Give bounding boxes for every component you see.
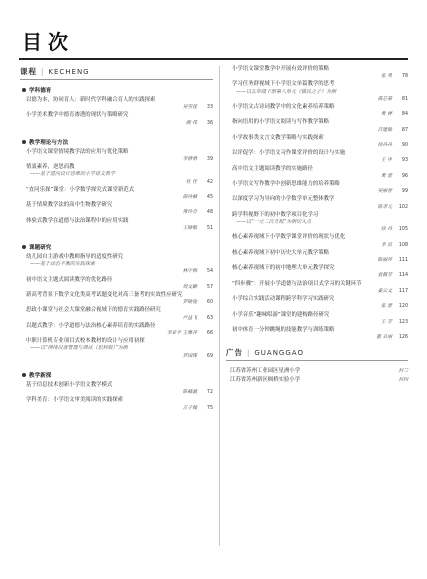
entry-author: 罗晓俊 [182, 300, 197, 306]
toc-entry[interactable] [226, 250, 408, 264]
entry-page: 78 [401, 74, 408, 80]
entry-subtitle: ——以“一元二次方程”为例切入点 [236, 219, 312, 226]
ad-section-title-en: GUANGGAO [254, 348, 304, 357]
toc-entry[interactable] [226, 234, 408, 248]
toc-entry[interactable] [226, 281, 408, 295]
entry-meta [20, 268, 213, 275]
entry-author: 徐 丹 [380, 227, 392, 233]
entry-author: 邵丹楠 [182, 195, 197, 201]
entry-page: 99 [401, 189, 408, 195]
toc-entry[interactable] [20, 307, 213, 321]
toc-entry[interactable] [20, 292, 213, 306]
ad-title: 江苏省苏州工业园区星洲小学 [230, 368, 301, 375]
entry-page: 123 [398, 319, 408, 325]
entry-author: 黄 蕾 [380, 173, 392, 179]
entry-meta [20, 209, 213, 216]
entry-page: 93 [401, 158, 408, 164]
entry-page: 39 [206, 157, 213, 163]
toc-entry[interactable] [20, 338, 213, 360]
entry-author: 吕建敏 [377, 127, 392, 133]
entry-title: 小学语文古诗词教学中的文化素养培养策略 [232, 104, 335, 111]
entry-meta [226, 242, 408, 249]
entry-meta [226, 142, 408, 149]
toc-entry[interactable] [20, 202, 213, 216]
entry-author: 袁佩芳 [377, 273, 392, 279]
category-heading [22, 138, 213, 146]
ad-page: 封四 [398, 378, 408, 384]
bullet-icon [22, 88, 26, 92]
entry-meta [20, 120, 213, 127]
entry-title: 初中体育一分钟跳绳的技能教学与训练策略 [232, 326, 335, 333]
toc-entry[interactable] [226, 196, 408, 210]
entry-title: 小学音乐“趣味唱游”课堂的建构路径研究 [232, 311, 330, 318]
entry-meta [226, 319, 408, 326]
entry-meta [20, 389, 213, 396]
entry-title: 小学美术教学中德育渗透的现状与策略研究 [26, 112, 129, 119]
entry-title: 核心素养视域下小学数学课堂评价的现状与优化 [232, 234, 346, 241]
toc-entry[interactable] [20, 277, 213, 291]
entry-author: 吴丽春 [377, 189, 392, 195]
entry-meta [20, 299, 213, 306]
toc-entry[interactable] [20, 218, 213, 232]
entry-subtitle: ——以“网络设备管理与调试（思科版）”为例 [30, 345, 128, 352]
entry-subtitle: ——以五年级下册第八单元《猫民之子》为例 [236, 88, 337, 95]
toc-entry[interactable] [226, 104, 408, 118]
entry-subtitle: ——基于动态平衡的实践探索 [30, 261, 96, 268]
category-heading [22, 86, 213, 94]
entry-author: 王 申 [380, 158, 392, 164]
entry-title: 小学故事类文言文教学策略与实践探索 [232, 134, 324, 141]
entry-meta [20, 194, 213, 201]
entry-meta [20, 225, 213, 232]
entry-page: 36 [206, 120, 213, 126]
entry-page: 96 [401, 173, 408, 179]
entry-title: 情衷素养，逆思而教 [26, 164, 75, 171]
entry-page: 111 [398, 258, 408, 264]
entry-title: 高中语文主题阅读教学的实施路径 [232, 165, 313, 172]
entry-title: 思政小课堂与社会大课堂融合视域下的德育实践路径研究 [26, 307, 161, 314]
entry-title: 基于信息技术创新小学语文教学模式 [26, 381, 113, 388]
category-label: 课题研究 [29, 245, 52, 252]
group-spacer [20, 128, 213, 133]
right-column [226, 66, 408, 385]
entry-page: 45 [206, 195, 213, 201]
entry-author: 高芯棠 [377, 96, 392, 102]
entry-page: 60 [206, 300, 213, 306]
section-separator: | [41, 67, 45, 76]
entry-title: 体验式教学在道德与法治课程中的应用实践 [26, 217, 129, 224]
entry-subtitle: ——基于逆向设计思维的小学语文教学 [30, 171, 116, 178]
entry-meta [20, 353, 213, 360]
entry-title: 初中语文主题式阅读教学的优化路径 [26, 276, 113, 283]
entry-meta [226, 303, 408, 310]
bullet-icon [22, 245, 26, 249]
entry-author: 黄 婷 [380, 112, 392, 118]
toc-entry[interactable] [226, 265, 408, 279]
entry-meta [226, 157, 408, 164]
group-spacer [20, 361, 213, 366]
entry-page: 66 [206, 331, 213, 337]
entry-page: 87 [401, 127, 408, 133]
entry-meta [226, 226, 408, 233]
category-heading [22, 243, 213, 251]
entry-title: 核心素养视域下的初中地理大单元教学探究 [232, 265, 335, 272]
toc-entry[interactable] [226, 119, 408, 133]
category-heading [22, 371, 213, 379]
entry-meta [20, 179, 213, 186]
toc-entry[interactable] [20, 254, 213, 276]
entry-author: 吴雪莲 [182, 105, 197, 111]
entry-page: 48 [206, 210, 213, 216]
entry-page: 117 [398, 288, 408, 294]
entry-meta [226, 272, 408, 279]
toc-entry[interactable] [226, 81, 408, 103]
toc-entry[interactable] [20, 187, 213, 201]
page-title: 目次 [22, 30, 74, 54]
entry-title: 新高考背景下数学文化类高考试题变化对高三备考的实效性应研究 [26, 292, 183, 299]
entry-title: 小学语文课堂教学中开展有效评价的策略 [232, 66, 330, 72]
ad-section-title-cn: 广告 [226, 348, 243, 358]
toc-entry[interactable] [20, 149, 213, 163]
entry-title: 小学语文课堂情境教学法的应用与优化策略 [26, 148, 129, 155]
entry-meta [20, 315, 213, 322]
entry-page: 72 [206, 390, 213, 396]
entry-author: 张 昊 [380, 74, 392, 80]
entry-title: 学科美育：小学语文审美阅读的实践探索 [26, 397, 124, 404]
entry-author: 李倩倩 [182, 157, 197, 163]
entry-meta [226, 96, 408, 103]
entry-meta [226, 334, 408, 341]
entry-meta [226, 127, 408, 134]
entry-author: 杜 佳 [185, 179, 197, 185]
section-title-cn: 课程 [20, 67, 37, 76]
entry-title: 小学综合实践活动课程跨学科学习实践研究 [232, 296, 335, 303]
entry-author: 陈孝元 [377, 204, 392, 210]
entry-page: 42 [206, 179, 213, 185]
entry-meta [226, 288, 408, 295]
entry-author: 常玲奇 [182, 210, 197, 216]
entry-author: 卢益飞 [182, 315, 197, 321]
entry-page: 126 [398, 335, 408, 341]
title-rule [19, 58, 408, 60]
ad-page: 封三 [398, 369, 408, 375]
entry-meta [20, 104, 213, 111]
entry-author: 陈丽萍 [377, 258, 392, 264]
entry-meta [226, 204, 408, 211]
group-spacer [20, 233, 213, 238]
entry-author: 徐丹丹 [377, 143, 392, 149]
ad-entry[interactable] [226, 367, 408, 376]
entry-page: 63 [206, 315, 213, 321]
toc-entry[interactable] [226, 135, 408, 149]
bullet-icon [22, 373, 26, 377]
entry-page: 102 [398, 204, 408, 210]
toc-entry[interactable] [226, 66, 408, 80]
toc-entry[interactable] [226, 312, 408, 326]
left-column [20, 66, 213, 418]
category-label: 教学理论与方法 [29, 139, 69, 146]
entry-meta [20, 284, 213, 291]
entry-meta [226, 173, 408, 180]
entry-page: 90 [401, 143, 408, 149]
entry-title: 核心素养视域下初中历史大单元教学策略 [232, 249, 330, 256]
toc-entry[interactable] [226, 327, 408, 341]
ad-section-separator: | [247, 348, 251, 357]
entry-page: 33 [206, 105, 213, 111]
entry-title: 跨学科视野下的初中数学项目化学习 [232, 211, 319, 218]
section-header-kecheng [20, 66, 213, 80]
right-items [226, 66, 408, 341]
entry-author: 李亚平 王雅萍 [166, 331, 197, 337]
entry-page: 81 [401, 96, 408, 102]
entry-title: 以深度学习为导向的小学数学单元整体教学 [232, 196, 335, 203]
entry-title: “直问乐探”课堂：小学数学探究式课堂新范式 [26, 186, 135, 193]
toc-entry[interactable] [20, 112, 213, 126]
entry-author: 林宇梅 [182, 269, 197, 275]
entry-meta [226, 73, 408, 80]
entry-author: 姜云文 [377, 288, 392, 294]
entry-title: 以题式教学：小学道德与法治核心素养培育的实践路径 [26, 322, 156, 329]
entry-page: 120 [398, 304, 408, 310]
toc-entry[interactable] [226, 150, 408, 164]
entry-author: 周文勤 [182, 284, 197, 290]
toc-entry[interactable] [226, 296, 408, 310]
entry-author: 王晓敏 [182, 225, 197, 231]
group-spacer [20, 413, 213, 418]
section-title-en: KECHENG [48, 67, 90, 76]
entry-meta [226, 188, 408, 195]
entry-page: 84 [401, 112, 408, 118]
entry-meta [20, 330, 213, 337]
toc-entry[interactable] [226, 212, 408, 234]
toc-entry[interactable] [20, 164, 213, 186]
entry-author: 王 芳 [380, 319, 392, 325]
toc-entry[interactable] [226, 166, 408, 180]
entry-title: “四步骤”：开展小学道德与法治项目式学习的关键环节 [232, 280, 362, 287]
entry-title: 以德为本，协同育人：新时代学科融合育人的实践探索 [26, 97, 156, 103]
toc-entry[interactable] [20, 397, 213, 411]
entry-meta [20, 405, 213, 412]
entry-title: 幼儿园自主游戏中教师指导的适度性研究 [26, 254, 124, 261]
entry-author: 颜 伟 [185, 120, 197, 126]
ad-items [226, 367, 408, 385]
entry-meta [226, 111, 408, 118]
category-label: 教学新探 [29, 372, 52, 379]
toc-entry[interactable] [20, 382, 213, 396]
entry-page: 69 [206, 353, 213, 359]
left-groups [20, 86, 213, 418]
toc-entry[interactable] [20, 323, 213, 337]
category-label: 学科德育 [29, 88, 52, 94]
entry-page: 57 [206, 284, 213, 290]
ad-entry[interactable] [226, 376, 408, 385]
entry-author: 李 洁 [380, 242, 392, 248]
toc-entry[interactable] [226, 181, 408, 195]
entry-author: 张 蕾 [380, 304, 392, 310]
entry-author: 罗国琛 [182, 353, 197, 359]
entry-meta [226, 257, 408, 264]
entry-author: 万子翰 [182, 405, 197, 411]
entry-title: 学习任务群视域下小学语文单篇教学的思考 [232, 81, 335, 88]
entry-author: 董 丑丽 [376, 335, 392, 341]
entry-page: 75 [206, 405, 213, 411]
toc-entry[interactable] [20, 97, 213, 111]
entry-title: 基于情境教学法的高中生物教学研究 [26, 202, 113, 209]
entry-meta [20, 156, 213, 163]
entry-page: 54 [206, 269, 213, 275]
entry-title: 中职计算机专业项目式校本教材的设计与应用初探 [26, 338, 145, 345]
bullet-icon [22, 140, 26, 144]
entry-page: 114 [398, 273, 408, 279]
column-divider [219, 66, 220, 546]
ad-title: 江苏省苏州新区枫桥实验小学 [230, 377, 301, 384]
entry-page: 51 [206, 225, 213, 231]
entry-title: 以评促学：小学语文习作课堂评价的设计与实施 [232, 150, 346, 157]
entry-title: 小学语文写作教学中创新思维能力的培养策略 [232, 181, 340, 188]
entry-page: 108 [398, 242, 408, 248]
entry-title: 指向语用的小学语文阅读与写作教学策略 [232, 119, 330, 126]
section-header-guanggao [226, 347, 408, 361]
entry-page: 105 [398, 227, 408, 233]
entry-author: 陈楠菡 [182, 390, 197, 396]
